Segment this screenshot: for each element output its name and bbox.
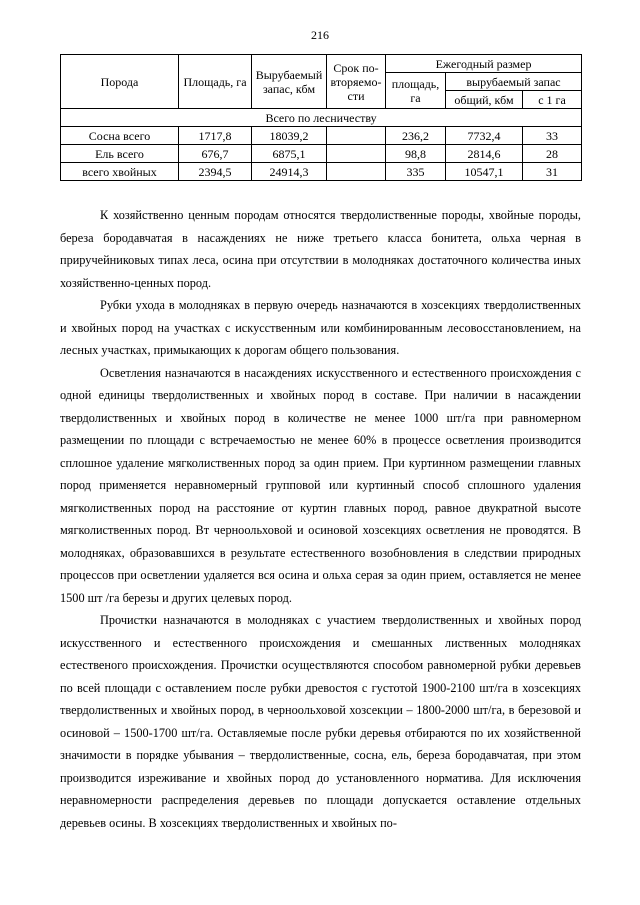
cell-area: 2394,5 (179, 163, 252, 181)
cell-stock: 24914,3 (252, 163, 327, 181)
header-felled-stock: Вырубаемый запас, кбм (252, 55, 327, 109)
cell-stock: 18039,2 (252, 127, 327, 145)
header-per-ha: с 1 га (523, 91, 582, 109)
paragraph: К хозяйственно ценным породам относятся твердолиственные породы, хвойные породы, береза бородавчатая в насаждениях не ниже третьего класса бонитета, ольха черная в приручейниковых типах леса, осина при отсутствии в молодняках достаточного количества иных хозяйственно-ценных пород. (60, 208, 581, 290)
table-section-title: Всего по лесничеству (61, 109, 582, 127)
body-text (60, 204, 581, 834)
cell-species: Сосна всего (61, 127, 179, 145)
header-area: Площадь, га (179, 55, 252, 109)
header-annual-area: площадь, га (386, 73, 446, 109)
header-annual: Ежегодный размер (386, 55, 582, 73)
cell-species: всего хвойных (61, 163, 179, 181)
table-row (61, 145, 582, 163)
cell-total: 7732,4 (446, 127, 523, 145)
paragraph: Прочистки назначаются в молодняках с участием твердолиственных и хвойных пород искусственного и естественного происхождения и смешанных лиственных молодняках естественого происхождения. Прочистки осуществляются способом равномерной рубки деревьев по всей площади с оставлением после рубки древостоя с густотой 1900-2100 шт/га в хозсекциях твердолиственных и хвойных пород, в черноольховой хозсекции – 1800-2000 шт/га, в березовой и осиновой – 1500-1700 шт/га. Оставляемые после рубки деревья отбираются по их хозяйственной значимости в порядке убывания – твердолиственные, сосна, ель, береза бородавчатая, при этом производится изреживание и хвойных пород до установленного норматива. Для исключения неравномерности распределения деревьев по площади допускается оставление отдельных деревьев осины. В хозсекциях твердолиственных и хвойных по- (60, 613, 581, 830)
table-row (61, 127, 582, 145)
header-term: Срок по-вторяемо-сти (327, 55, 386, 109)
header-species: Порода (61, 55, 179, 109)
paragraph: Осветления назначаются в насаждениях искусственного и естественного происхождения с одной единицы твердолиственных и хвойных пород в составе. При наличии в насаждении твердолиственных и хвойных пород в количестве не менее 1000 шт/га при равномерном размещении по площади с встречаемостью не менее 60% в процессе осветления производится сплошное удаление мягколиственных пород за один прием. При куртинном размещении главных пород применяется неравномерный групповой или куртинный способ сплошного удаления мягколиственных пород на расстояние от куртин главных пород, равное двукратной высоте мягколиственных пород. Вт черноольховой и осиновой хозсекциях осветления не проводятся. В молодняках, образовавшихся в результате естественного возобновления в следствии природных процессов при осветлении удаляется вся осина и ольха серая за один прием, оставляется не менее 1500 шт /га березы и других целевых пород. (60, 365, 581, 605)
cell-per-ha: 33 (523, 127, 582, 145)
cell-term (327, 163, 386, 181)
cell-total: 2814,6 (446, 145, 523, 163)
cell-per-ha: 31 (523, 163, 582, 181)
cell-area: 1717,8 (179, 127, 252, 145)
cell-term (327, 145, 386, 163)
paragraph: Рубки ухода в молодняках в первую очередь назначаются в хозсекциях твердолиственных и хвойных пород на участках с искусственным или комбинированным лесовосстановлением, на лесных участках, примыкающих к дорогам общего пользования. (60, 298, 581, 357)
page-number: 216 (311, 28, 329, 42)
cell-term (327, 127, 386, 145)
cell-total: 10547,1 (446, 163, 523, 181)
cell-area: 676,7 (179, 145, 252, 163)
cell-species: Ель всего (61, 145, 179, 163)
forest-stock-table (60, 54, 582, 181)
table-row (61, 163, 582, 181)
cell-annual-area: 98,8 (386, 145, 446, 163)
cell-annual-area: 236,2 (386, 127, 446, 145)
header-total: общий, кбм (446, 91, 523, 109)
cell-stock: 6875,1 (252, 145, 327, 163)
cell-per-ha: 28 (523, 145, 582, 163)
header-annual-stock: вырубаемый запас (446, 73, 582, 91)
cell-annual-area: 335 (386, 163, 446, 181)
